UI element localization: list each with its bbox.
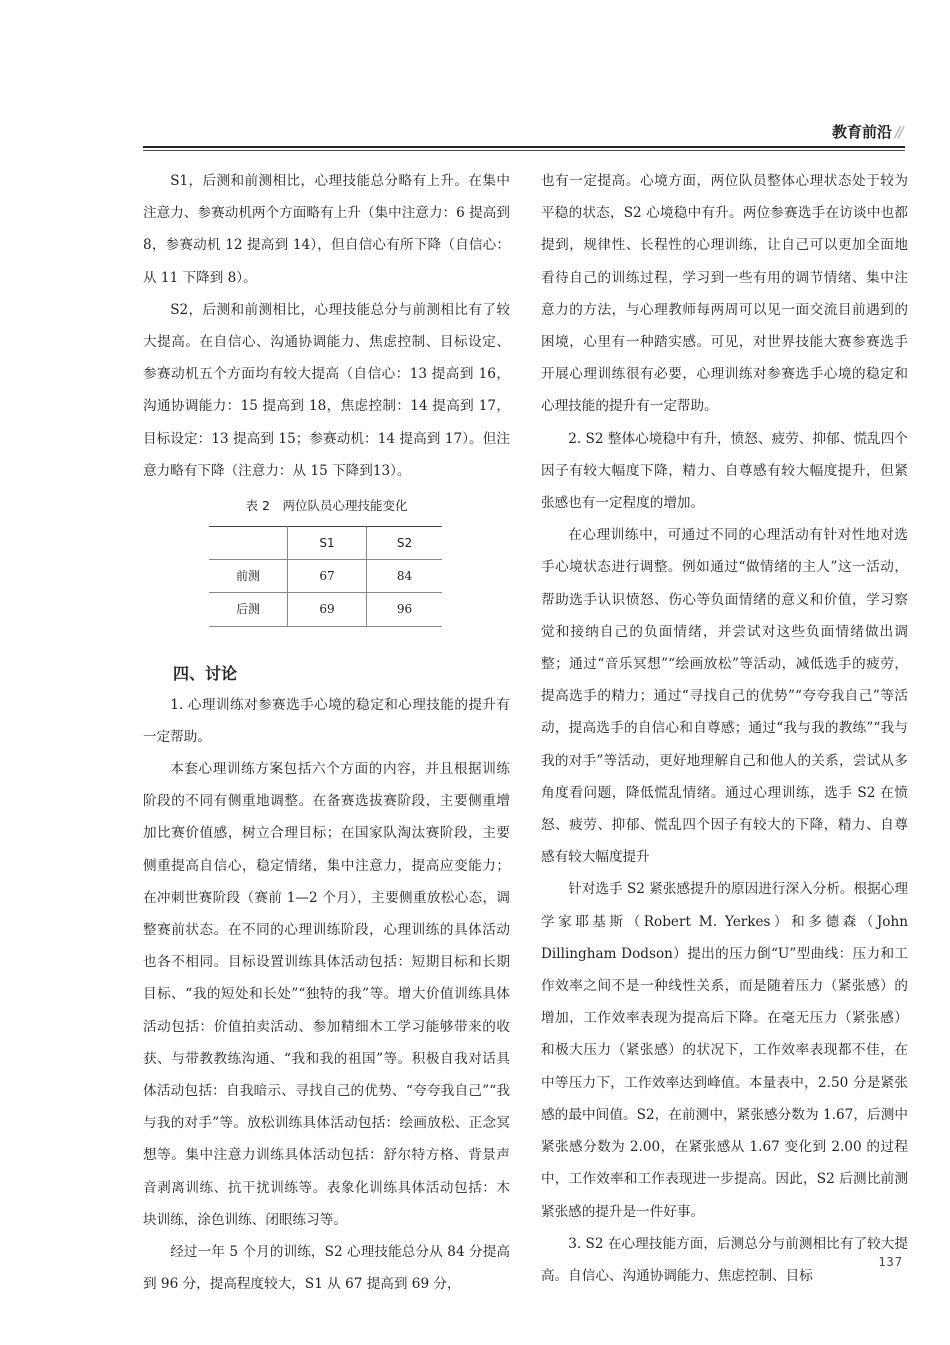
paragraph-score-change: 经过一年 5 个月的训练，S2 心理技能总分从 84 分提高到 96 分，提高程度较大，S1 从 67 提高到 69 分， [143,1244,510,1293]
table-cell-s1: 69 [288,593,367,626]
table-row [209,593,442,626]
table-cell-s2: 96 [396,602,413,617]
paragraph-tension-analysis: 针对选手 S2 紧张感提升的原因进行深入分析。根据心理学家耶基斯（Robert M. Yerkes）和多德森（John Dillingham Dodson）提出的压力倒“U”型曲线：压力和工作效率之间不是一种线性关系，而是随着压力（紧张感）的增加，工作效率表现为提高后下降。在毫无压力（紧张感）和极大压力（紧张感）的状况下，工作效率表现都不佳，在中等压力下，工作效率达到峰值。本量表中，2.50 分是紧张感的最中间值。S2，在前测中，紧张感分数为 1.67，后测中紧张感分数为 2.00，在紧张感从 1.67 变化到 2.00 的过程中，工作效率和工作表现进一步提高。因此，S2 后测比前测紧张感的提升是一件好事。 [541,881,908,1220]
skills-change-table [209,526,442,627]
table-header-s1: S1 [288,527,367,560]
paragraph-discussion-point-1: 1. 心理训练对参赛选手心境的稳定和心理技能的提升有一定帮助。 [143,696,510,745]
paragraph-mood-continuation: 也有一定提高。心境方面，两位队员整体心理状态处于较为平稳的状态，S2 心境稳中有升。两位参赛选手在访谈中也都提到，规律性、长程性的心理训练，让自己可以更加全面地看待自己的训练过程，学习到一些有用的调节情绪、集中注意力的方法，与心理教师每两周可以见一面交流目前遇到的困境，心里有一种踏实感。可见，对世界技能大赛参赛选手开展心理训练很有必要，心理训练对参赛选手心境的稳定和心理技能的提升有一定帮助。 [541,173,908,415]
table-row [209,560,442,593]
page-number: 137 [878,1255,903,1269]
paragraph-s1-result: S1，后测和前测相比，心理技能总分略有上升。在集中注意力、参赛动机两个方面略有上升（集中注意力：6 提高到 8，参赛动机 12 提高到 14），但自信心有所下降（自信心：从 11 下降到 8）。 [143,173,510,286]
section-heading-discussion: 四、讨论 [173,663,238,683]
journal-section-title [832,121,902,143]
slash-decoration: // [895,123,902,141]
table-header-empty [209,527,288,560]
paragraph-discussion-point-3: 3. S2 在心理技能方面，后测总分与前测相比有了较大提高。自信心、沟通协调能力、焦虑控制、目标 [541,1235,908,1284]
table-header-s2: S2 [396,536,413,551]
header-rule-thin [143,150,905,151]
table-caption: 表 2 两位队员心理技能变化 [245,498,408,514]
paragraph-discussion-point-2: 2. S2 整体心境稳中有升，愤怒、疲劳、抑郁、慌乱四个因子有较大幅度下降，精力、自尊感有较大幅度提升，但紧张感也有一定程度的增加。 [541,430,908,512]
left-column [143,165,510,1301]
paragraph-s2-result: S2，后测和前测相比，心理技能总分与前测相比有了较大提高。在自信心、沟通协调能力、焦虑控制、目标设定、参赛动机五个方面均有较大提高（自信心：13 提高到 16，沟通协调能力：15 提高到 18，焦虑控制：14 提高到 17，目标设定：13 提高到 15；参赛动机：14 提高到 17）。但注意力略有下降（注意力：从 15 下降到13）。 [143,301,510,479]
table-cell-s2: 84 [396,569,413,584]
table-row-label: 后测 [235,602,260,617]
table-row-label: 前测 [235,569,260,584]
journal-title-text: 教育前沿 [832,123,893,141]
right-column [541,165,908,1292]
paragraph-training-plan: 本套心理训练方案包括六个方面的内容，并且根据训练阶段的不同有侧重地调整。在备赛选拔赛阶段，主要侧重增加比赛价值感，树立合理目标；在国家队淘汰赛阶段，主要侧重提高自信心，稳定情绪，集中注意力，提高应变能力；在冲刺世赛阶段（赛前 1—2 个月），主要侧重放松心态，调整赛前状态。在不同的心理训练阶段，心理训练的具体活动也各不相同。目标设置训练具体活动包括：短期目标和长期目标、“我的短处和长处”“独特的我”等。增大价值训练具体活动包括：价值拍卖活动、参加精细木工学习能够带来的收获、与带教教练沟通、“我和我的祖国”等。积极自我对话具体活动包括：自我暗示、寻找自己的优势、“夸夸我自己”“我与我的对手”等。放松训练具体活动包括：绘画放松、正念冥想等。集中注意力训练具体活动包括：舒尔特方格、背景声音剥离训练、抗干扰训练等。表象化训练具体活动包括：木块训练，涂色训练、闭眼练习等。 [143,761,510,1228]
header-rule-thick [143,146,905,148]
table-cell-s1: 67 [288,560,367,593]
table-header-row [209,527,442,560]
paragraph-mood-activities: 在心理训练中，可通过不同的心理活动有针对性地对选手心境状态进行调整。例如通过“做情绪的主人”这一活动，帮助选手认识愤怒、伤心等负面情绪的意义和价值，学习察觉和接纳自己的负面情绪，并尝试对这些负面情绪做出调整；通过“音乐冥想”“绘画放松”等活动，减低选手的疲劳，提高选手的精力；通过“寻找自己的优势”“夸夸我自己”等活动，提高选手的自信心和自尊感；通过“我与我的教练”“我与我的对手”等活动，更好地理解自己和他人的关系，尝试从多角度看问题，降低慌乱情绪。通过心理训练，选手 S2 在愤怒、疲劳、抑郁、慌乱四个因子有较大的下降，精力、自尊感有较大幅度提升 [541,527,908,866]
